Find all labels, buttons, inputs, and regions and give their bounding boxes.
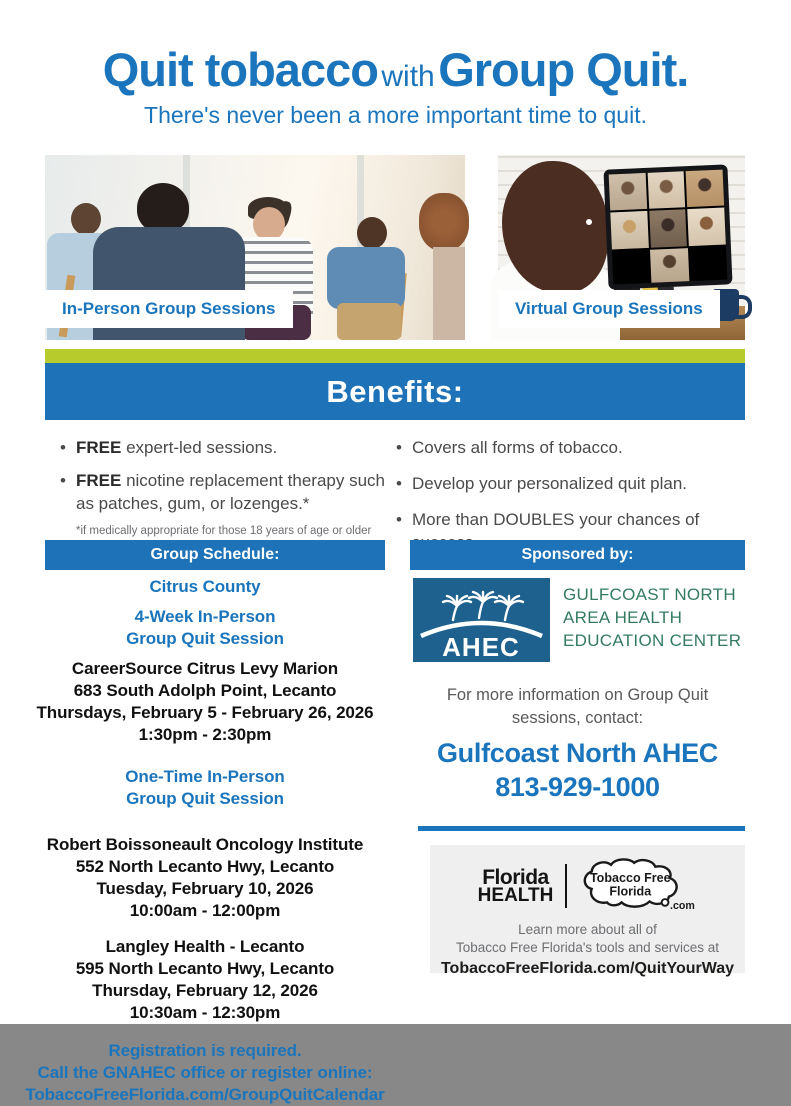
contact-block [410,736,745,804]
event-location: Langley Health - Lecanto [105,937,305,956]
in-person-photo [45,155,465,340]
florida-health-line: HEALTH [477,884,554,906]
event-time: 1:30pm - 2:30pm [138,725,272,744]
event-time: 10:30am - 12:30pm [129,1003,281,1022]
subtitle: There's never been a more important time to quit. [144,102,647,128]
event-date: Thursday, February 12, 2026 [92,981,318,1000]
benefits-left-column [60,436,395,537]
benefits-banner: Benefits: [45,363,745,420]
registration-note [13,1040,397,1106]
title-part-3: Group Quit. [438,43,689,96]
person-figure [337,303,401,340]
cloud-bubble [662,899,669,906]
bullet-icon: • [396,438,402,457]
person-figure [419,193,469,251]
florida-health-line: Florida [482,865,549,889]
benefits-left-list [60,436,395,515]
series-details [13,658,397,746]
bullet-icon: • [396,474,402,493]
bullet-icon: • [396,510,402,529]
benefit-item [60,469,395,515]
event-address: 683 South Adolph Point, Lecanto [73,681,337,700]
series-title-line: 4-Week In-Person [134,607,276,626]
florida-health-logo [477,865,554,906]
virtual-photo [498,155,745,340]
tobacco-free-florida-box [430,845,745,977]
onetime-title-line: One-Time In-Person [125,767,285,786]
green-divider [45,349,745,363]
event-time: 10:00am - 12:00pm [129,901,281,920]
video-tile [609,173,647,211]
learn-more-text [430,921,745,957]
title-part-1: Quit tobacco [102,43,378,96]
event-location: CareerSource Citrus Levy Marion [71,659,339,678]
contact-info-line: For more information on Group Quit [446,686,709,704]
contact-name: Gulfcoast North AHEC [436,738,718,768]
ahec-logo-mark [413,578,550,662]
bullet-icon: • [60,438,66,457]
benefits-footnote: *if medically appropriate for those 18 years of age or older [76,525,372,537]
logos-row [430,858,745,914]
video-tile [649,210,687,248]
benefit-text: nicotine replacement therapy such as patches, gum, or lozenges.* [76,471,385,513]
group-schedule-banner: Group Schedule: [45,540,385,570]
monitor [603,164,732,289]
person-figure [253,207,285,241]
title-part-2: with [381,60,435,93]
video-tile [686,170,724,208]
page-title [0,43,791,96]
earbud [586,219,592,225]
video-tile [650,248,690,283]
onetime-title-line: Group Quit Session [126,789,284,808]
person-figure [357,217,387,249]
event-address: 595 North Lecanto Hwy, Lecanto [75,959,335,978]
tff-text-line: Tobacco Free [590,871,671,886]
video-grid-screen [609,170,728,285]
org-name-line: EDUCATION CENTER [563,631,742,650]
benefits-right-list [396,436,748,554]
logo-divider [565,864,567,908]
tobacco-free-florida-logo [579,858,697,914]
contact-info-text [410,684,745,730]
benefit-item [396,472,748,495]
virtual-label: Virtual Group Sessions [498,290,720,328]
header [0,43,791,129]
blue-divider [418,826,745,831]
benefit-text: Develop your personalized quit plan. [412,474,688,493]
person-figure [433,247,465,340]
benefit-bold: FREE [76,438,122,457]
tff-com-text: .com [670,900,696,913]
org-name-line: GULFCOAST NORTH [563,585,736,604]
video-tile [688,208,726,246]
event-date: Thursdays, February 5 - February 26, 2026 [36,703,374,722]
video-tile [647,171,685,209]
learn-more-line: Learn more about all of [518,922,657,937]
benefit-item [60,436,395,459]
learn-more-line: Tobacco Free Florida's tools and services at [456,940,719,955]
event-address: 552 North Lecanto Hwy, Lecanto [75,857,335,876]
event-date: Tuesday, February 10, 2026 [96,879,314,898]
schedule-column [13,576,397,1106]
benefit-text: More than DOUBLES your chances of [412,510,700,529]
event-block [13,936,397,1024]
ahec-logo [413,578,741,662]
benefit-text: Covers all forms of tobacco. [412,438,623,457]
person-figure [137,183,189,233]
series-title-line: Group Quit Session [126,629,284,648]
event-location: Robert Boissoneault Oncology Institute [46,835,364,854]
person-figure [71,203,101,235]
benefit-item [396,436,748,459]
registration-url[interactable]: TobaccoFreeFlorida.com/GroupQuitCalendar [25,1085,385,1104]
quit-your-way-url[interactable]: TobaccoFreeFlorida.com/QuitYourWay [440,960,735,977]
video-tiles [609,170,726,250]
registration-line: Call the GNAHEC office or register online: [37,1063,373,1082]
sponsored-by-banner: Sponsored by: [410,540,745,570]
person-figure [327,247,405,309]
county-heading: Citrus County [149,577,261,596]
contact-phone: 813-929-1000 [495,772,660,802]
mug [736,295,752,319]
ahec-acronym: AHEC [442,632,520,662]
event-block [13,834,397,922]
video-tile [610,211,648,249]
bullet-icon: • [60,471,66,490]
contact-info-line: sessions, contact: [511,709,644,727]
in-person-label: In-Person Group Sessions [45,290,293,328]
benefit-bold: FREE [76,471,122,490]
org-name-line: AREA HEALTH [563,608,683,627]
org-name [563,578,741,652]
registration-line: Registration is required. [108,1041,302,1060]
onetime-title [13,766,397,810]
benefit-text: expert-led sessions. [121,438,278,457]
tff-text-line: Florida [609,884,652,899]
series-title [13,606,397,650]
